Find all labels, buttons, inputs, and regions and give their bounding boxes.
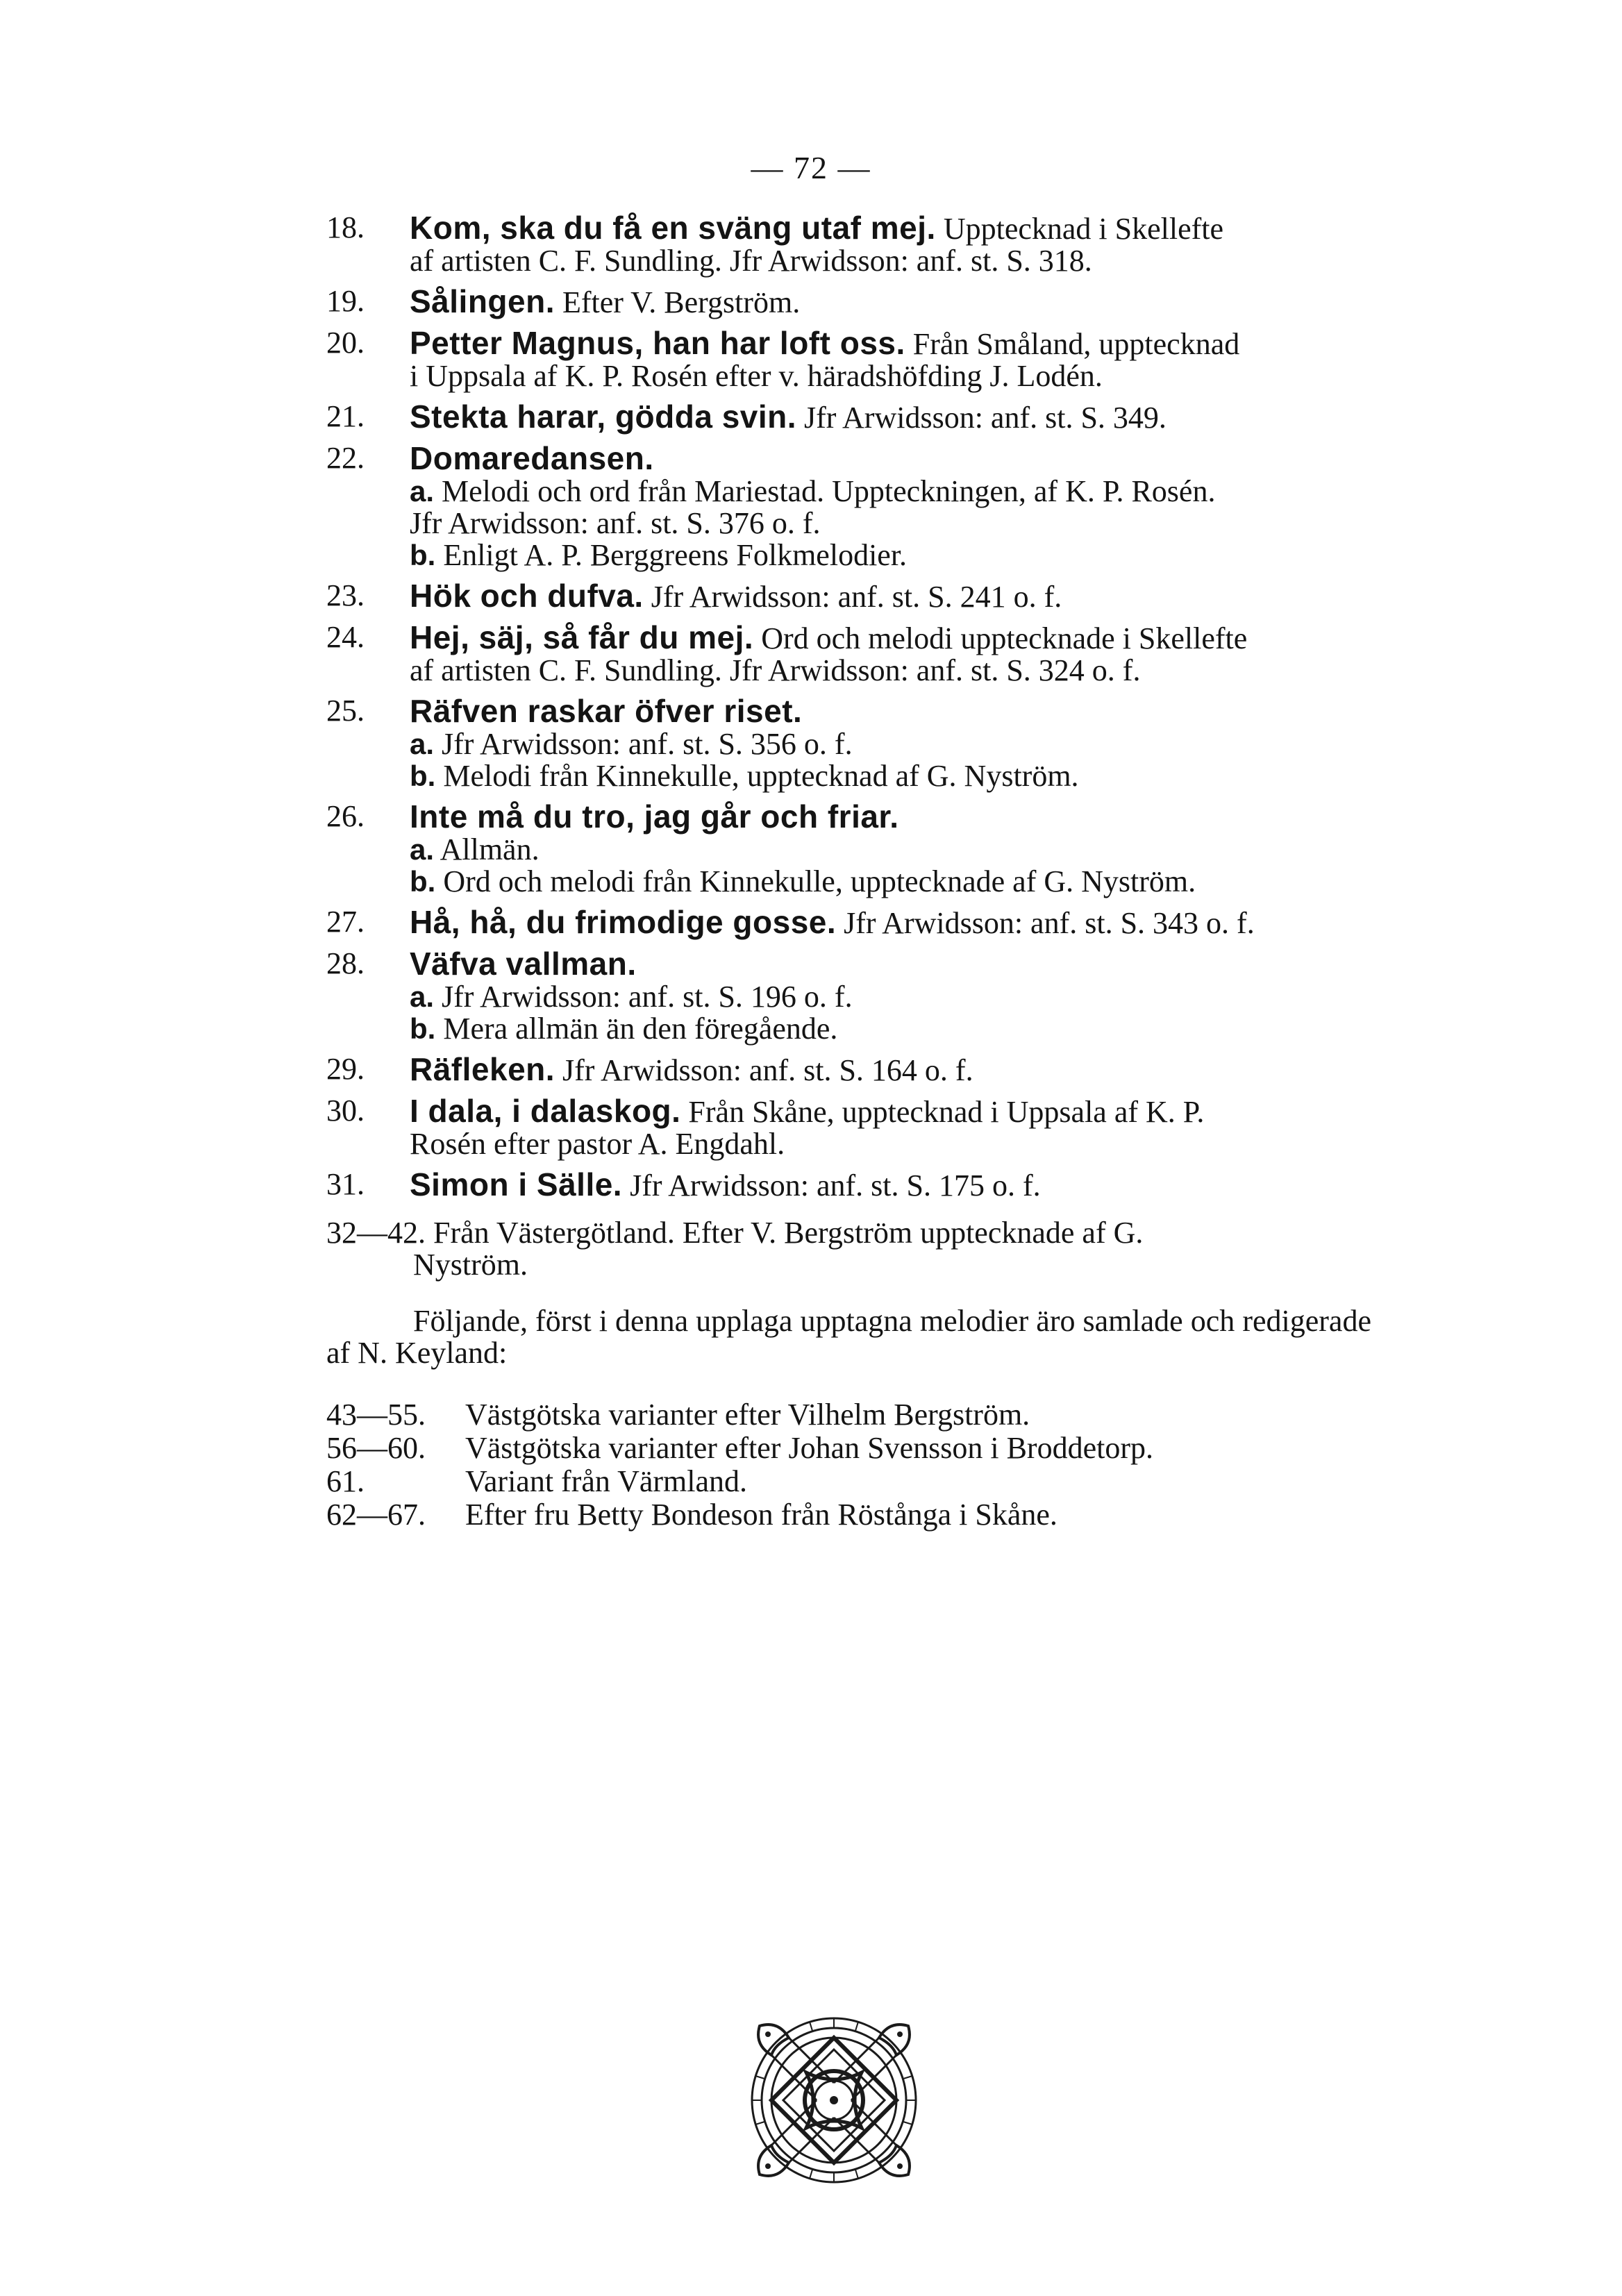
entry-note: Från Småland, upptecknad — [912, 327, 1240, 361]
entry — [326, 1095, 1375, 1160]
entry — [326, 1168, 1375, 1202]
item-number: 61. — [326, 1464, 365, 1498]
entry-note: Jfr Arwidsson: anf. st. S. 349. — [804, 401, 1167, 435]
entry-note: Efter V. Bergström. — [562, 285, 801, 319]
sub-text: Mera allmän än den föregående. — [443, 1012, 838, 1046]
entry-number: 24. — [326, 620, 365, 654]
intro-paragraph: Följande, först i denna upplaga upptagna melodier äro samlade och redigerade af N. Keyland: — [326, 1304, 1371, 1370]
entry — [326, 948, 1375, 1045]
entry-number: 31. — [326, 1167, 365, 1201]
sub-text: Jfr Arwidsson: anf. st. S. 196 o. f. — [442, 980, 853, 1014]
entry-note: Från Västergötland. Efter V. Bergström upptecknade af G. — [433, 1216, 1144, 1250]
entry-note: af artisten C. F. Sundling. Jfr Arwidsson: anf. st. S. 318. — [410, 244, 1092, 278]
list-item — [326, 1466, 1375, 1498]
song-title: Hå, hå, du frimodige gosse. — [410, 904, 837, 940]
song-title: Väfva vallman. — [410, 946, 637, 982]
item-text: Variant från Värmland. — [465, 1464, 748, 1498]
entry — [326, 798, 1375, 898]
entry — [326, 1053, 1375, 1087]
song-title: Stekta harar, gödda svin. — [410, 399, 797, 435]
entry-note: Upptecknad i Skellefte — [943, 212, 1224, 246]
entry — [326, 285, 1375, 319]
entry-number: 27. — [326, 905, 365, 939]
entry — [326, 212, 1375, 277]
item-text: Efter fru Betty Bondeson från Röstånga i Skåne. — [465, 1498, 1057, 1532]
sub-label: a. — [410, 980, 435, 1013]
song-title: Simon i Sälle. — [410, 1166, 623, 1203]
sub-entry — [410, 539, 1375, 571]
item-text: Västgötska varianter efter Johan Svensson i Broddetorp. — [465, 1431, 1153, 1465]
song-title: Petter Magnus, han har loft oss. — [410, 325, 905, 361]
item-number: 43—55. — [326, 1398, 426, 1432]
sub-text: Jfr Arwidsson: anf. st. S. 356 o. f. — [442, 727, 853, 761]
entry — [326, 580, 1375, 613]
entry-number: 25. — [326, 694, 365, 728]
entry-number: 26. — [326, 799, 365, 833]
entry-number: 29. — [326, 1052, 365, 1086]
sub-text: Melodi och ord från Mariestad. Uppteckningen, af K. P. Rosén. — [442, 474, 1216, 508]
entry-number: 22. — [326, 441, 365, 475]
entry-note: Jfr Arwidsson: anf. st. S. 241 o. f. — [651, 580, 1062, 614]
entry-number: 28. — [326, 946, 365, 980]
sub-entry — [410, 728, 1375, 760]
sub-text: Enligt A. P. Berggreens Folkmelodier. — [443, 538, 908, 572]
entry-note: Från Skåne, upptecknad i Uppsala af K. P. — [688, 1095, 1205, 1129]
entry — [326, 621, 1375, 687]
sub-text: Allmän. — [440, 832, 540, 866]
song-title: I dala, i dalaskog. — [410, 1093, 681, 1129]
additional-melodies-list — [326, 1399, 1375, 1532]
list-item — [326, 1399, 1375, 1431]
entry-note: af artisten C. F. Sundling. Jfr Arwidsson: anf. st. S. 324 o. f. — [410, 653, 1141, 687]
entry-list — [326, 212, 1375, 1281]
entry-number: 23. — [326, 578, 365, 612]
entry-note: i Uppsala af K. P. Rosén efter v. häradshöfding J. Lodén. — [410, 359, 1103, 393]
entry-number: 30. — [326, 1093, 365, 1128]
celtic-knot-ornament-icon — [740, 2006, 928, 2194]
item-number: 62—67. — [326, 1498, 426, 1532]
list-item — [326, 1432, 1375, 1464]
sub-label: b. — [410, 539, 436, 571]
sub-label: a. — [410, 475, 435, 508]
entry-note: Jfr Arwidsson: anf. st. S. 175 o. f. — [630, 1168, 1041, 1203]
entry-note: Jfr Arwidsson: anf. st. S. 164 o. f. — [562, 1053, 973, 1087]
entry — [326, 695, 1375, 792]
sub-entry — [410, 981, 1375, 1013]
item-number: 56—60. — [326, 1431, 426, 1465]
list-item — [326, 1499, 1375, 1531]
sub-text: Jfr Arwidsson: anf. st. S. 376 o. f. — [410, 506, 821, 540]
page-number: — 72 — — [751, 150, 871, 185]
sub-entry — [410, 476, 1375, 508]
sub-label: a. — [410, 728, 435, 760]
entry-number: 18. — [326, 210, 365, 244]
song-title: Domaredansen. — [410, 440, 654, 476]
entry-number: 32—42. — [326, 1216, 426, 1250]
entry-number: 19. — [326, 284, 365, 318]
entry-note: Nyström. — [413, 1248, 528, 1282]
song-title: Räfven raskar öfver riset. — [410, 693, 803, 729]
sub-label: b. — [410, 760, 436, 792]
sub-label: b. — [410, 865, 436, 898]
song-title: Sålingen. — [410, 283, 555, 319]
sub-entry — [410, 866, 1375, 898]
entry-number: 20. — [326, 326, 365, 360]
sub-entry — [410, 760, 1375, 792]
entry — [326, 906, 1375, 939]
sub-label: b. — [410, 1012, 436, 1045]
item-text: Västgötska varianter efter Vilhelm Bergström. — [465, 1398, 1030, 1432]
entry-note: Jfr Arwidsson: anf. st. S. 343 o. f. — [844, 906, 1255, 940]
sub-entry — [410, 1013, 1375, 1045]
sub-text: Ord och melodi från Kinnekulle, upptecknade af G. Nyström. — [443, 864, 1196, 898]
entry — [326, 327, 1375, 392]
song-title: Hej, säj, så får du mej. — [410, 619, 754, 655]
entry — [326, 442, 1375, 571]
song-title: Inte må du tro, jag går och friar. — [410, 798, 899, 835]
range-entry — [326, 1217, 1375, 1281]
sub-label: a. — [410, 833, 435, 866]
entry-note: Ord och melodi upptecknade i Skellefte — [761, 621, 1248, 655]
song-title: Räfleken. — [410, 1051, 555, 1087]
sub-text: Melodi från Kinnekulle, upptecknad af G. Nyström. — [443, 759, 1079, 793]
entry-note: Rosén efter pastor A. Engdahl. — [410, 1127, 785, 1161]
entry-number: 21. — [326, 399, 365, 433]
song-title: Hök och dufva. — [410, 578, 644, 614]
song-title: Kom, ska du få en sväng utaf mej. — [410, 210, 936, 246]
sub-entry — [410, 834, 1375, 866]
entry — [326, 401, 1375, 434]
